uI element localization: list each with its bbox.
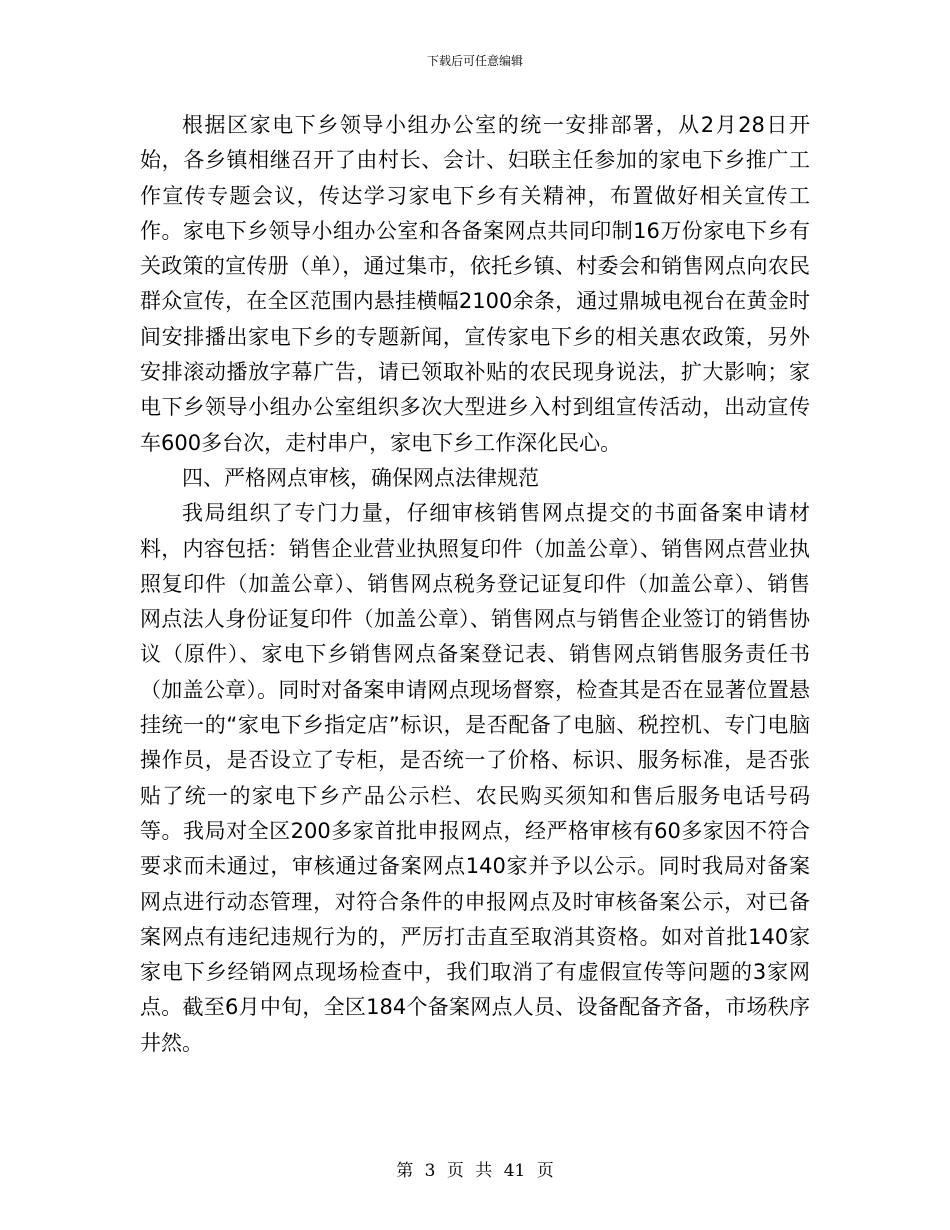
section-heading: 四、严格网点审核，确保网点法律规范: [182, 465, 539, 490]
header-note: 下载后可任意编辑: [426, 54, 523, 68]
paragraph-publicity: 根据区家电下乡领导小组办公室的统一安排部署，从2月28日开始，各乡镇相继召开了由村长、会计、妇联主任参加的家电下乡推广工作宣传专题会议，传达学习家电下乡有关精神，布置做好相关宣传工作。家电下乡领导小组办公室和各备案网点共同印制16万份家电下乡有关政策的宣传册（单），通过集市，依托乡镇、村委会和销售网点向农民群众宣传，在全区范围内悬挂横幅2100余条，通过鼎城电视台在黄金时间安排播出家电下乡的专题新闻，宣传家电下乡的相关惠农政策，另外安排滚动播放字幕广告，请已领取补贴的农民现身说法，扩大影响；家电下乡领导小组办公室组织多次大型进乡入村到组宣传活动，出动宣传车600多台次，走村串户，家电下乡工作深化民心。: [140, 113, 810, 455]
paragraph-outlet-review: 我局组织了专门力量，仔细审核销售网点提交的书面备案申请材料，内容包括：销售企业营业执照复印件（加盖公章）、销售网点营业执照复印件（加盖公章）、销售网点税务登记证复印件（加盖公章）、销售网点法人身份证复印件（加盖公章）、销售网点与销售企业签订的销售协议（原件）、家电下乡销售网点备案登记表、销售网点销售服务责任书（加盖公章）。同时对备案申请网点现场督察，检查其是否在显著位置悬挂统一的“家电下乡指定店”标识，是否配备了电脑、税控机、专门电脑操作员，是否设立了专柜，是否统一了价格、标识、服务标准，是否张贴了统一的家电下乡产品公示栏、农民购买须知和售后服务电话号码等。我局对全区200多家首批申报网点，经严格审核有60多家因不符合要求而未通过，审核通过备案网点140家并予以公示。同时我局对备案网点进行动态管理，对符合条件的申报网点及时审核备案公示，对已备案网点有违纪违规行为的，严厉打击直至取消其资格。如对首批140家家电下乡经销网点现场检查中，我们取消了有虚假宣传等问题的3家网点。截至6月中旬，全区184个备案网点人员、设备配备齐备，市场秩序井然。: [140, 501, 810, 1055]
document-body: [140, 108, 810, 1061]
page-number: 第 3 页 共 41 页: [396, 1161, 554, 1181]
